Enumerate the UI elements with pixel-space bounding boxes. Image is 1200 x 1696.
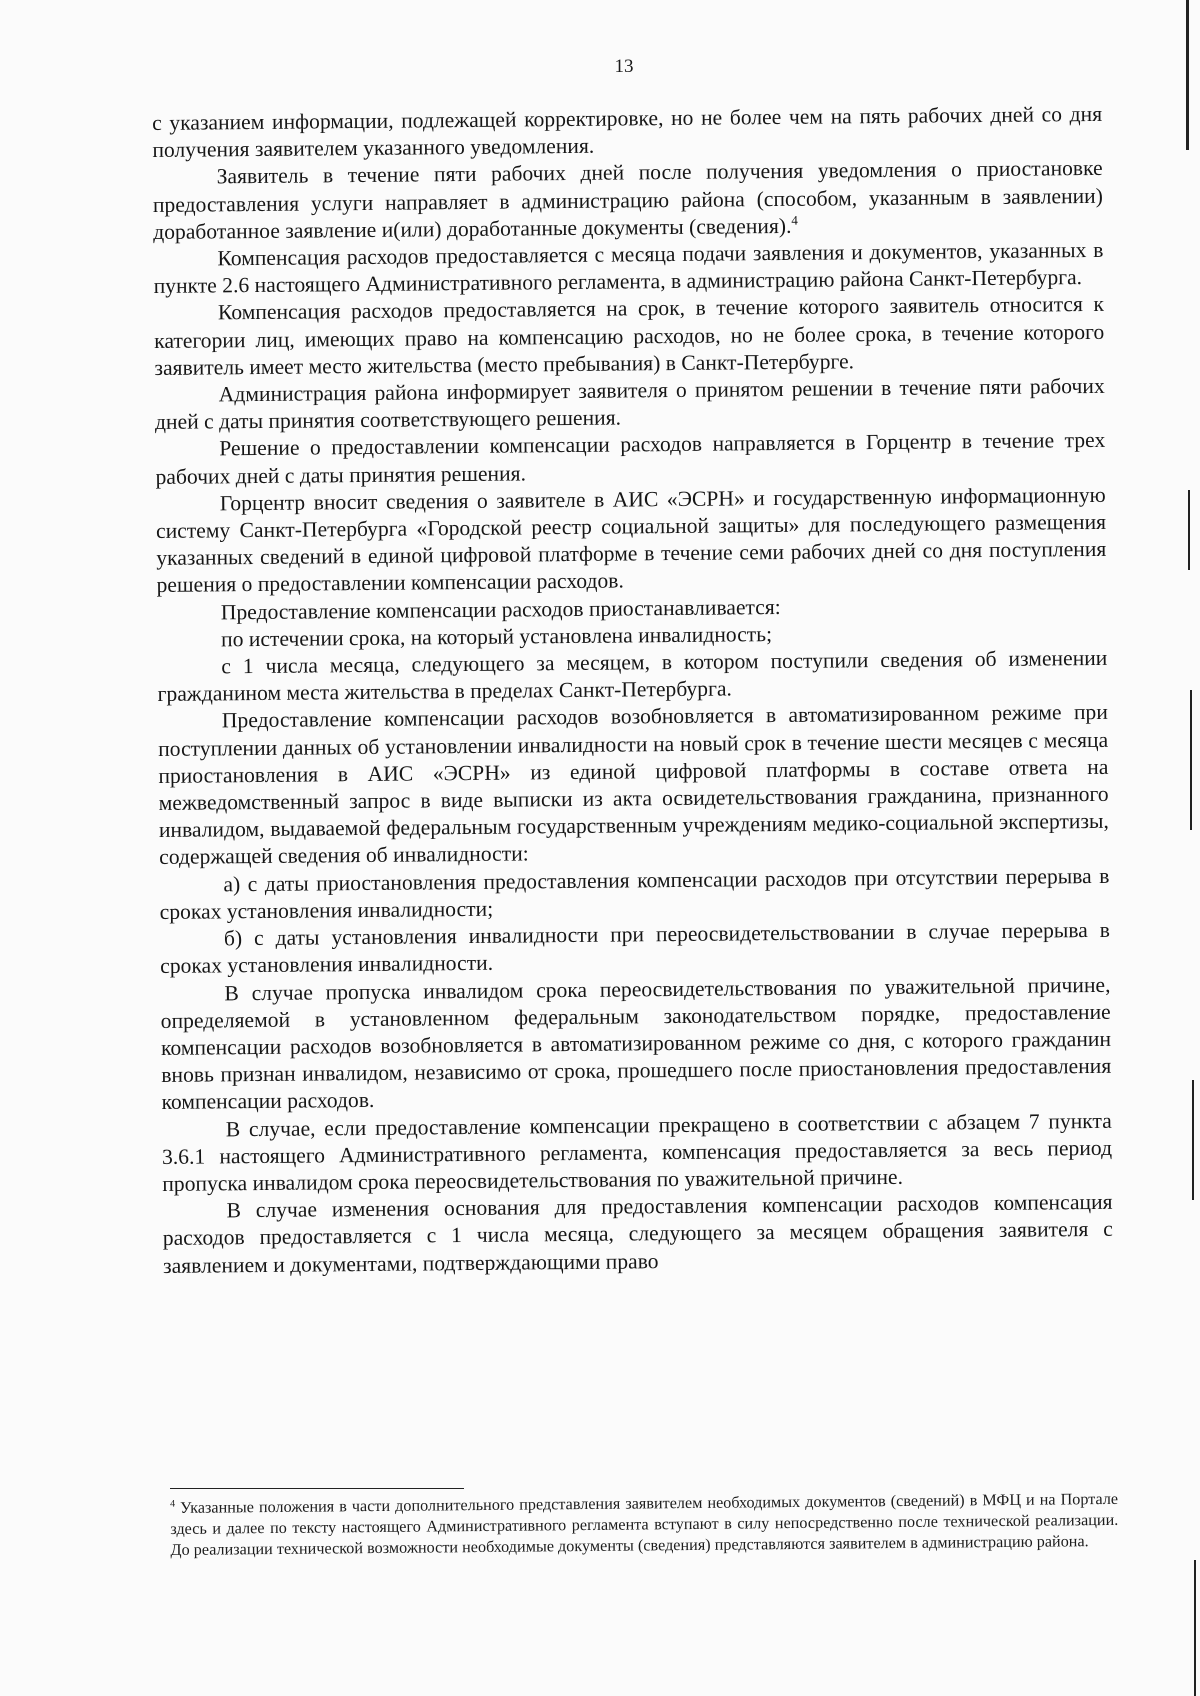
paragraph: б) с даты установления инвалидности при переосвидетельствовании в случае перерыва в сроках установления инвалидности. — [160, 917, 1111, 979]
scan-edge-mark — [1194, 1560, 1196, 1696]
paragraph: Компенсация расходов предоставляется с месяца подачи заявления и документов, указанных в пункте 2.6 настоящего Административного регламента, в администрацию района Санкт-Петербурга. — [153, 237, 1104, 299]
scan-edge-mark — [1192, 1080, 1194, 1200]
paragraph: Решение о предоставлении компенсации расходов направляется в Горцентр в течение трех рабочих дней с даты принятия решения. — [155, 428, 1106, 489]
paragraph-text: Заявитель в течение пяти рабочих дней после получения уведомления о приостановке предоставления услуги направляет в администрацию района (способом, указанным в заявлении) доработанное заявление и(или) доработанные документы (сведения). — [152, 156, 1103, 244]
scan-edge-mark — [1190, 690, 1192, 830]
scan-edge-mark — [1186, 0, 1189, 150]
footnote-text: Указанные положения в части дополнительного представления заявителем необходимых документов (сведений) в МФЦ и на Портале здесь и далее по тексту настоящего Административного регламента вступают в силу непосредственно после технической реализации. До реализации технической возможности необходимые документы (сведения) представляются заявителем в администрацию района. — [170, 1489, 1119, 1559]
footnote — [170, 1489, 1119, 1561]
footnote-paragraph — [170, 1489, 1119, 1561]
paragraph: Предоставление компенсации расходов приостанавливается: — [220, 594, 781, 625]
footnote-reference: 4 — [791, 212, 798, 228]
footnote-marker: 4 — [170, 1498, 176, 1510]
paragraph: Горцентр вносит сведения о заявителе в АИС «ЭСРН» и государственную информационную систему Санкт-Петербурга «Городской реестр социальной защиты» для последующего размещения указанных сведений в единой цифровой платформе в течение семи рабочих дней со дня поступления решения о предоставлении компенсации расходов. — [155, 482, 1107, 598]
footnote-separator — [170, 1488, 464, 1489]
paragraph: В случае пропуска инвалидом срока переосвидетельствования по уважительной причине, определяемой в установленном федеральным законодательством порядке, предоставление компенсации расходов возобновляется в автоматизированном режиме со дня, с которого гражданин вновь признан инвалидом, независимо от срока, прошедшего после приостановления предоставления компенсации расходов. — [160, 972, 1112, 1115]
paragraph: с указанием информации, подлежащей корректировке, но не более чем на пять рабочих дней со дня получения заявителем указанного уведомления. — [152, 101, 1103, 163]
paragraph: Предоставление компенсации расходов возобновляется в автоматизированном режиме при поступлении данных об установлении инвалидности на новый срок в течение шести месяцев с месяца приостановления в АИС «ЭСРН» из единой цифровой платформы в составе ответа на межведомственный запрос в виде выписки из акта освидетельствования гражданина, признанного инвалидом, выдаваемой федеральным государственным учреждениям медико-социальной экспертизы, содержащей сведения об инвалидности: — [158, 700, 1109, 870]
page-number: 13 — [614, 56, 634, 77]
body-text — [152, 101, 1113, 1280]
paragraph: с 1 числа месяца, следующего за месяцем, в котором поступили сведения об изменении гражданином места жительства в пределах Санкт-Петербурга. — [157, 645, 1108, 707]
paragraph: Компенсация расходов предоставляется на срок, в течение которого заявитель относится к категории лиц, имеющих право на компенсацию расходов, но не более срока, в течение которого заявитель имеет место жительства (место пребывания) в Санкт-Петербурге. — [154, 292, 1105, 380]
paragraph: Администрация района информирует заявителя о принятом решении в течение пяти рабочих дней с даты принятия соответствующего решения. — [154, 373, 1105, 435]
paragraph: а) с даты приостановления предоставления компенсации расходов при отсутствии перерыва в сроках установления инвалидности; — [159, 863, 1110, 924]
paragraph: В случае изменения основания для предоставления компенсации расходов компенсация расходов предоставляется с 1 числа месяца, следующего за месяцем обращения заявителя с заявлением и документами, подтверждающими право — [162, 1189, 1113, 1278]
paragraph: В случае, если предоставление компенсации прекращено в соответствии с абзацем 7 пункта 3.6.1 настоящего Административного регламента, компенсация предоставляется за весь период пропуска инвалидом срока переосвидетельствования по уважительной причине. — [161, 1108, 1113, 1196]
paragraph: по истечении срока, на который установлена инвалидность; — [220, 621, 773, 652]
scan-edge-mark — [1188, 490, 1190, 570]
paragraph-with-footnote-ref — [153, 155, 1104, 246]
